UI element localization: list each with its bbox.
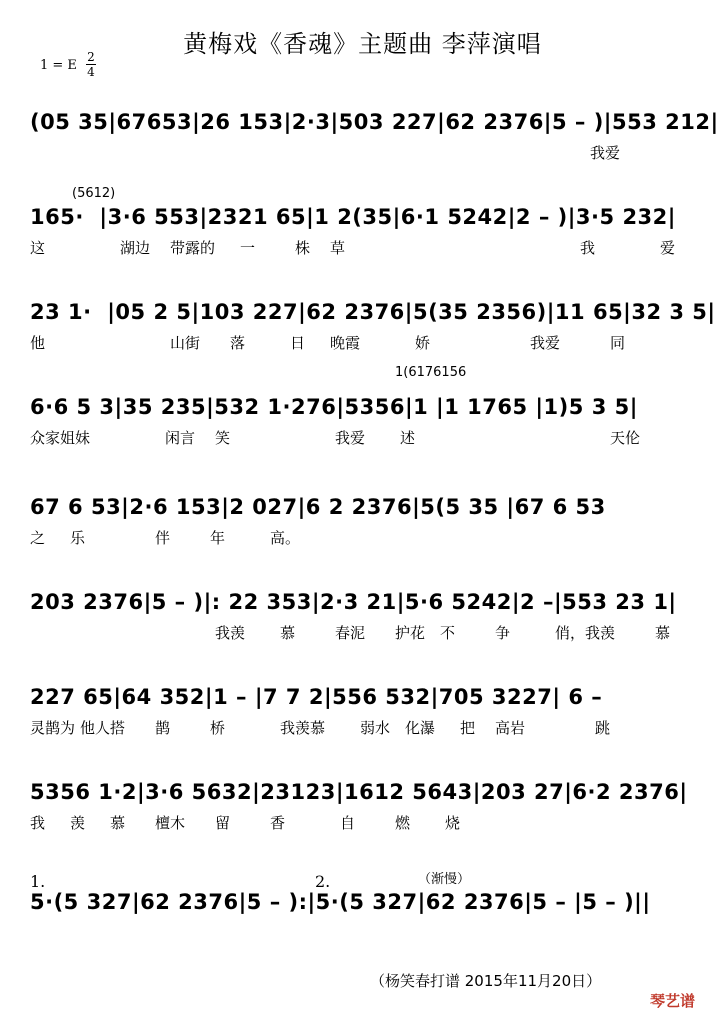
lyric-word: 我爱 — [335, 429, 366, 447]
notation-line: 23 1· |05 2 5|103 227|62 2376|5(35 2356)|11 65|32 3 5| — [30, 300, 716, 324]
lyric-word: 我羡 — [585, 624, 616, 642]
score-line — [30, 110, 719, 166]
lyric-word: 爱 — [660, 239, 676, 257]
lyric-word: 述 — [400, 429, 416, 447]
score-line — [30, 205, 700, 261]
lyric-word: 同 — [610, 334, 626, 352]
credit: （杨笑春打谱 2015年11月20日） — [370, 972, 602, 990]
lyric-word: 灵鹊为 — [30, 719, 76, 737]
notation-line: 67 6 53|2·6 153|2 027|6 2 2376|5(5 35 |67 6 53 — [30, 495, 606, 519]
lyric-word: 之 — [30, 529, 46, 547]
lyric-word: 湖边 — [120, 239, 151, 257]
grace-note-2: 1(6176156 — [395, 365, 467, 380]
lyrics-line — [30, 717, 700, 741]
lyric-word: 化瀑 — [405, 719, 436, 737]
lyric-word: 跳 — [595, 719, 611, 737]
meter-bottom: 4 — [87, 65, 95, 79]
lyrics-line — [30, 812, 700, 836]
score-line — [30, 395, 700, 451]
lyrics-line — [30, 622, 700, 646]
notation-line: 203 2376|5 – )|: 22 353|2·3 21|5·6 5242|2 –|553 23 1| — [30, 590, 677, 614]
lyric-word: 闲言 — [165, 429, 196, 447]
lyric-word: 年 — [210, 529, 226, 547]
page-title: 黄梅戏《香魂》主题曲 李萍演唱 — [183, 30, 542, 58]
score-line — [30, 890, 700, 946]
score-line — [30, 685, 700, 741]
lyric-word: 山街 — [170, 334, 201, 352]
lyric-word: 把 — [460, 719, 476, 737]
score-line — [30, 780, 700, 836]
lyric-word: 我羡慕 — [280, 719, 326, 737]
lyric-word: 弱水 — [360, 719, 391, 737]
lyric-word: 草 — [330, 239, 346, 257]
tempo-mark: （渐慢） — [418, 872, 471, 887]
lyric-word: 乐 — [70, 529, 86, 547]
lyric-word: 带露的 — [170, 239, 216, 257]
notation-line: 5·(5 327|62 2376|5 – ):|5·(5 327|62 2376|5 – |5 – )|| — [30, 890, 651, 914]
lyric-word: 日 — [290, 334, 306, 352]
lyric-word: 护花 — [395, 624, 426, 642]
lyric-word: 桥 — [210, 719, 226, 737]
meter-top: 2 — [87, 50, 95, 64]
lyric-word: 伴 — [155, 529, 171, 547]
lyric-word: 众家姐妹 — [30, 429, 91, 447]
lyric-word: 檀木 — [155, 814, 186, 832]
lyric-word: 我 — [30, 814, 46, 832]
key-signature: 1 = E — [40, 58, 77, 73]
lyric-word: 他 — [30, 334, 46, 352]
lyric-word: 我爱 — [530, 334, 561, 352]
site-logo: 琴艺谱 — [650, 992, 696, 1010]
lyric-word: 高岩 — [495, 719, 526, 737]
lyric-word: 我 — [580, 239, 596, 257]
lyric-word: 株 — [295, 239, 311, 257]
lyrics-line — [30, 527, 700, 551]
lyrics-line — [30, 332, 700, 356]
notation-line: 6·6 5 3|35 235|532 1·276|5356|1 |1 1765 |1)5 3 5| — [30, 395, 638, 419]
lyric-word: 鹊 — [155, 719, 171, 737]
lyric-word: 烧 — [445, 814, 461, 832]
notation-line: 227 65|64 352|1 – |7 7 2|556 532|705 3227| 6 – — [30, 685, 603, 709]
lyric-word: 留 — [215, 814, 231, 832]
lyrics-line — [30, 427, 700, 451]
lyric-word: 燃 — [395, 814, 411, 832]
volta-1: 1. — [30, 872, 46, 891]
lyric-word: 晚霞 — [330, 334, 361, 352]
notation-line: (05 35|67653|26 153|2·3|503 227|62 2376|5 – )|553 212| — [30, 110, 719, 134]
lyric-word: 笑 — [215, 429, 231, 447]
lyrics-line — [30, 922, 700, 946]
lyric-word: 我羡 — [215, 624, 246, 642]
notation-line: 5356 1·2|3·6 5632|23123|1612 5643|203 27|6·2 2376| — [30, 780, 688, 804]
lyric-word: 我爱 — [590, 144, 621, 162]
lyrics-line — [30, 237, 700, 261]
lyric-word: 他人搭 — [80, 719, 126, 737]
lyric-word: 慕 — [110, 814, 126, 832]
lyric-word: 争 — [495, 624, 511, 642]
lyric-word: 慕 — [655, 624, 671, 642]
grace-note-1: (5612) — [72, 186, 116, 201]
lyric-word: 自 — [340, 814, 356, 832]
notation-line: 165· |3·6 553|2321 65|1 2(35|6·1 5242|2 – )|3·5 232| — [30, 205, 676, 229]
lyric-word: 春泥 — [335, 624, 366, 642]
lyrics-line — [30, 142, 700, 166]
lyric-word: 高。 — [270, 529, 301, 547]
volta-2: 2. — [315, 872, 331, 891]
lyric-word: 慕 — [280, 624, 296, 642]
lyric-word: 羡 — [70, 814, 86, 832]
time-signature — [86, 50, 96, 79]
lyric-word: 这 — [30, 239, 46, 257]
lyric-word: 天伦 — [610, 429, 641, 447]
score-line — [30, 495, 700, 551]
lyric-word: 落 — [230, 334, 246, 352]
lyric-word: 香 — [270, 814, 286, 832]
lyric-word: 俏， — [555, 624, 586, 642]
lyric-word: 不 — [440, 624, 456, 642]
score-line — [30, 300, 716, 356]
score-line — [30, 590, 700, 646]
lyric-word: 一 — [240, 239, 256, 257]
lyric-word: 娇 — [415, 334, 431, 352]
